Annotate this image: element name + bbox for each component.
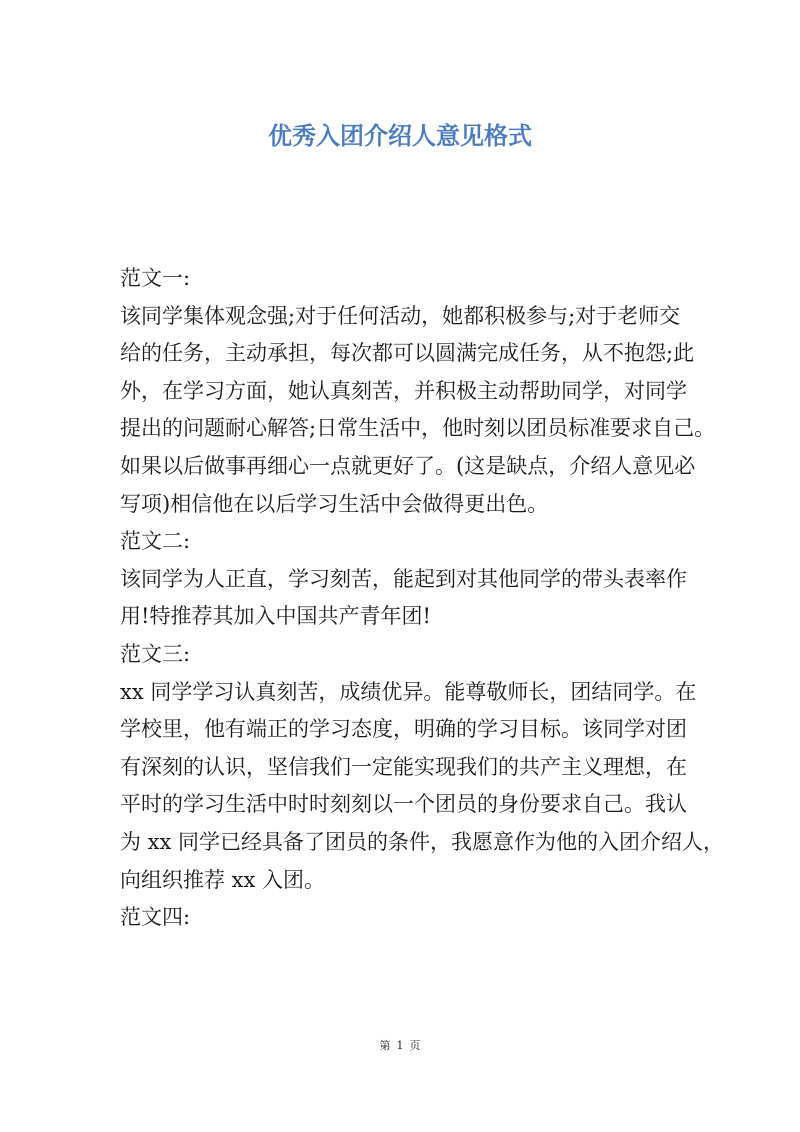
page-number: 1 [396, 1039, 404, 1052]
document-title: 优秀入团介绍人意见格式 [268, 122, 532, 150]
paragraph-line: 范文三: [120, 641, 191, 666]
paragraph-line: 向组织推荐 xx 入团。 [120, 867, 326, 892]
paragraph-line: 给的任务，主动承担，每次都可以圆满完成任务，从不抱怨;此 [120, 341, 695, 366]
paragraph-line: 有深刻的认识，坚信我们一定能实现我们的共产主义理想，在 [120, 754, 687, 779]
paragraph-line: 该同学集体观念强;对于任何活动，她都积极参与;对于老师交 [120, 303, 681, 328]
paragraph-line: 平时的学习生活中时时刻刻以一个团员的身份要求自己。我认 [120, 792, 687, 817]
paragraph-line: 学校里，他有端正的学习态度，明确的学习目标。该同学对团 [120, 717, 687, 742]
paragraph-line: 范文二: [120, 529, 191, 554]
paragraph-line: 用!特推荐其加入中国共产青年团! [120, 604, 431, 629]
page-footer [0, 1038, 800, 1054]
paragraph-line: 范文四: [120, 905, 191, 930]
page-prefix: 第 [379, 1039, 391, 1052]
document-body [120, 260, 725, 937]
paragraph-line: 写项)相信他在以后学习生活中会做得更出色。 [120, 491, 549, 516]
paragraph-line: 提出的问题耐心解答;日常生活中，他时刻以团员标准要求自己。 [120, 416, 716, 441]
paragraph-line: 该同学为人正直，学习刻苦，能起到对其他同学的带头表率作 [120, 566, 687, 591]
paragraph-line: 如果以后做事再细心一点就更好了。(这是缺点，介绍人意见必 [120, 453, 696, 478]
paragraph-line: xx 同学学习认真刻苦，成绩优异。能尊敬师长，团结同学。在 [120, 679, 697, 704]
paragraph-line: 范文一: [120, 266, 191, 290]
page-suffix: 页 [409, 1039, 421, 1052]
paragraph-line: 为 xx 同学已经具备了团员的条件，我愿意作为他的入团介绍人， [120, 829, 725, 854]
paragraph-line: 外，在学习方面，她认真刻苦，并积极主动帮助同学，对同学 [120, 378, 687, 403]
